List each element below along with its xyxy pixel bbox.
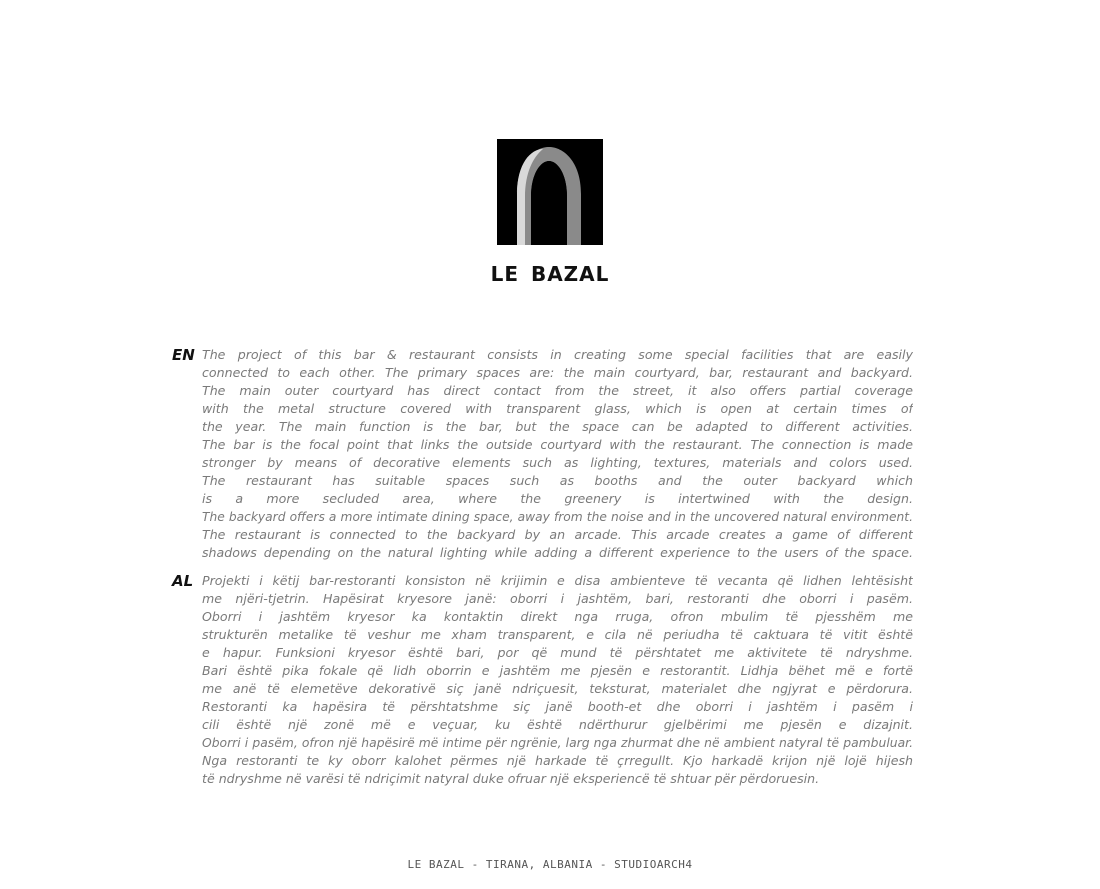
lang-code-en: EN — [172, 346, 195, 364]
text-line: stronger by means of decorative elements such as lighting, textures, materials and colors used. — [202, 455, 913, 470]
text-line: The backyard offers a more intimate dining space, away from the noise and in the uncovered natural environment. — [202, 510, 913, 524]
footer-caption: LE BAZAL - TIRANA, ALBANIA - STUDIOARCH4 — [407, 858, 693, 871]
text-line: connected to each other. The primary spaces are: the main courtyard, bar, restaurant and backyard. — [202, 365, 913, 380]
text-line: Nga restoranti te ky oborr kalohet përmes një harkade të çrregullt. Kjo harkadë krijon një lojë hijesh — [202, 753, 913, 768]
text-line: Restoranti ka hapësira të përshtatshme siç janë booth-et dhe oborri i jashtëm i pasëm i — [202, 699, 913, 714]
text-line: e hapur. Funksioni kryesor është bari, por që mund të përshtatet me aktivitete të ndryshme. — [202, 645, 913, 660]
text-line: shadows depending on the natural lighting while adding a different experience to the users of the space. — [202, 545, 913, 560]
text-line: me njëri-tjetrin. Hapësirat kryesore janë: oborri i jashtëm, bari, restoranti dhe oborri i pasëm. — [202, 591, 913, 606]
text-line: me anë të elemetëve dekorativë siç janë ndriçuesit, teksturat, materialet dhe ngjyrat e përdorura. — [202, 681, 913, 696]
text-line: The restaurant has suitable spaces such as booths and the outer backyard which — [202, 473, 913, 488]
text-line: The project of this bar & restaurant consists in creating some special facilities that are easily — [202, 347, 913, 362]
text-line: Projekti i këtij bar-restoranti konsiston në krijimin e disa ambienteve të vecanta që lidhen lehtësisht — [202, 573, 913, 588]
text-line: Oborri i pasëm, ofron një hapësirë më intime për ngrënie, larg nga zhurmat dhe në ambient natyral të pambuluar. — [202, 736, 913, 750]
paragraph-en — [202, 346, 913, 562]
text-line: is a more secluded area, where the greenery is intertwined with the design. — [202, 491, 913, 506]
paragraph-al — [202, 572, 913, 788]
arch-icon — [497, 139, 603, 245]
text-line: cili është një zonë më e veçuar, ku është ndërthurur gjelbërimi me pjesën e dizajnit. — [202, 717, 913, 732]
text-line: të ndryshme në varësi të ndriçimit natyral duke ofruar një eksperiencë të shtuar për përdoruesin. — [202, 771, 820, 786]
lang-code-al: AL — [172, 572, 194, 590]
text-line: The main outer courtyard has direct contact from the street, it also offers partial coverage — [202, 383, 913, 398]
text-line: the year. The main function is the bar, but the space can be adapted to different activities. — [202, 419, 913, 434]
text-line: The bar is the focal point that links the outside courtyard with the restaurant. The connection is made — [202, 437, 913, 452]
text-line: with the metal structure covered with transparent glass, which is open at certain times of — [202, 401, 913, 416]
text-line: The restaurant is connected to the backyard by an arcade. This arcade creates a game of different — [202, 527, 913, 542]
page-title: LE BAZAL — [490, 262, 610, 286]
text-line: Bari është pika fokale që lidh oborrin e jashtëm me pjesën e restorantit. Lidhja bëhet më e fortë — [202, 663, 913, 678]
text-line: Oborri i jashtëm kryesor ka kontaktin direkt nga rruga, ofron mbulim të pjesshëm me — [202, 609, 913, 624]
text-line: strukturën metalike të veshur me xham transparent, e cila në periudha të caktuara të vitit është — [202, 627, 913, 642]
logo — [497, 139, 603, 245]
